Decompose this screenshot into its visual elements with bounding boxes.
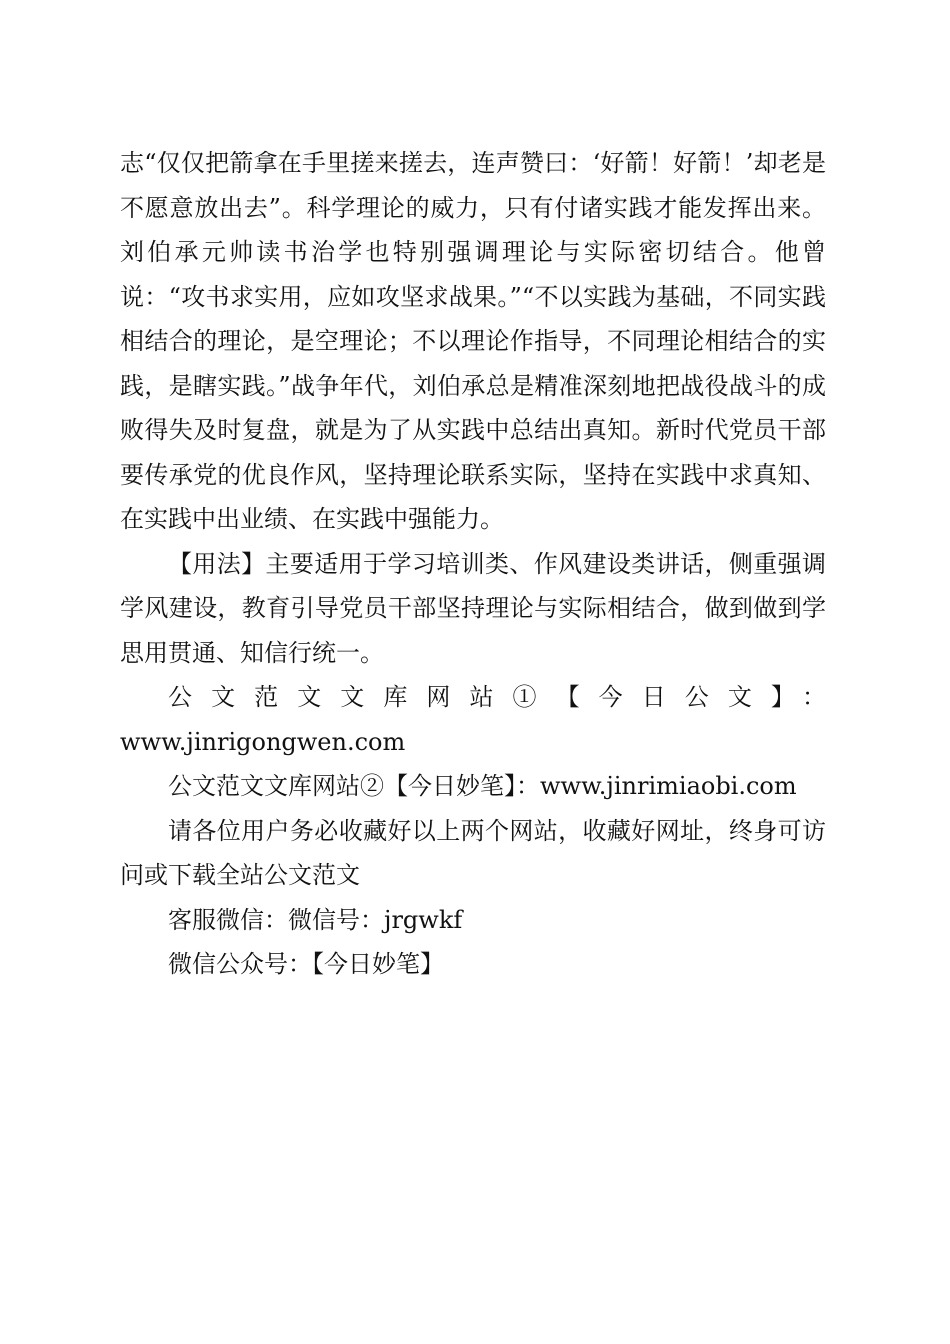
usage-paragraph: 【用法】主要适用于学习培训类、作风建设类讲话，侧重强调学风建设，教育引导党员干部坚持理论与实际相结合，做到做到学思用贯通、知信行统一。 (120, 549, 826, 667)
document-body (120, 141, 826, 987)
wechat-account-line: 微信公众号：【今日妙笔】 (168, 950, 444, 978)
body-paragraph-continued: 志“仅仅把箭拿在手里搓来搓去，连声赞曰：‘好箭！好箭！’却老是不愿意放出去”。科学理论的威力，只有付诸实践才能发挥出来。刘伯承元帅读书治学也特别强调理论与实际密切结合。他曾说：“攻书求实用，应如攻坚求战果。”“不以实践为基础，不同实践相结合的理论，是空理论；不以理论作指导，不同理论相结合的实践，是瞎实践。”战争年代，刘伯承总是精准深刻地把战役战斗的成败得失及时复盘，就是为了从实践中总结出真知。新时代党员干部要传承党的优良作风，坚持理论联系实际，坚持在实践中求真知、在实践中出业绩、在实践中强能力。 (120, 149, 826, 533)
site1-url: www.jinrigongwen.com (120, 727, 406, 756)
site1-label: 公文范文文库网站①【今日公文】： (168, 683, 826, 711)
site2-line: 公文范文文库网站②【今日妙笔】：www.jinrimiaobi.com (168, 772, 797, 800)
bookmark-notice: 请各位用户务必收藏好以上两个网站，收藏好网址，终身可访问或下载全站公文范文 (120, 816, 826, 889)
wechat-service-line: 客服微信：微信号：jrgwkf (168, 905, 463, 934)
